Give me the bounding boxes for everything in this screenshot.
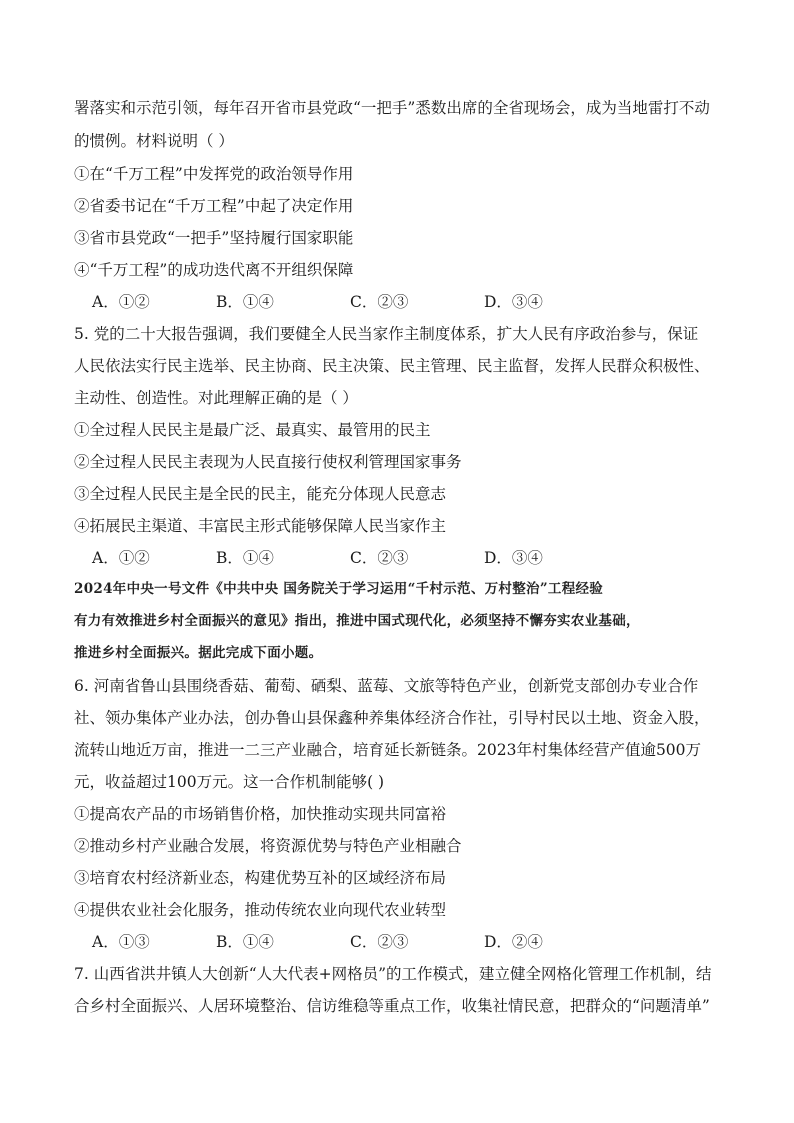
q7-stem-line-1: 7. 山西省洪井镇人大创新“人大代表+网格员”的工作模式，建立健全网格化管理工作机制，结 xyxy=(74,965,712,983)
material-line-1: 2024年中央一号文件《中共中央 国务院关于学习运用“千村示范、万村整治”工程经验 xyxy=(74,581,604,597)
q4-stem-line-2: 的惯例。材料说明（ ） xyxy=(74,132,234,150)
material-line-2: 有力有效推进乡村全面振兴的意见》指出，推进中国式现代化，必须坚持不懈夯实农业基础， xyxy=(74,613,640,629)
q6-statement-3: ③培育农村经济新业态，构建优势互补的区域经济布局 xyxy=(74,869,447,887)
q4-option-a[interactable]: A．①② xyxy=(92,293,150,311)
q6-option-a[interactable]: A．①③ xyxy=(92,933,150,951)
q6-option-b[interactable]: B．①④ xyxy=(216,933,274,951)
q5-stem-line-3: 主动性、创造性。对此理解正确的是（ ） xyxy=(74,389,358,407)
q5-option-c[interactable]: C．②③ xyxy=(350,549,409,567)
q4-statement-2: ②省委书记在“千万工程”中起了决定作用 xyxy=(74,197,354,215)
q5-stem-line-2: 人民依法实行民主选举、民主协商、民主决策、民主管理、民主监督，发挥人民群众积极性、 xyxy=(74,357,710,375)
q7-stem-line-2: 合乡村全面振兴、人居环境整治、信访维稳等重点工作，收集社情民意，把群众的“问题清单” xyxy=(74,997,710,1015)
q6-stem-line-3: 流转山地近万亩，推进一二三产业融合，培育延长新链条。2023年村集体经营产值逾500万 xyxy=(74,741,702,759)
q5-statement-3: ③全过程人民民主是全民的民主，能充分体现人民意志 xyxy=(74,485,447,503)
q6-statement-2: ②推动乡村产业融合发展，将资源优势与特色产业相融合 xyxy=(74,837,462,855)
q6-stem-line-4: 元，收益超过100万元。这一合作机制能够( ) xyxy=(74,773,385,791)
q5-statement-1: ①全过程人民民主是最广泛、最真实、最管用的民主 xyxy=(74,421,431,439)
q4-statement-3: ③省市县党政“一把手”坚持履行国家职能 xyxy=(74,229,354,247)
q4-statement-1: ①在“千万工程”中发挥党的政治领导作用 xyxy=(74,165,354,183)
q6-statement-1: ①提高农产品的市场销售价格，加快推动实现共同富裕 xyxy=(74,805,447,823)
q5-stem-line-1: 5. 党的二十大报告强调，我们要健全人民当家作主制度体系，扩大人民有序政治参与，保证 xyxy=(74,325,699,343)
q6-stem-line-1: 6. 河南省鲁山县围绕香菇、葡萄、硒梨、蓝莓、文旅等特色产业，创新党支部创办专业合作 xyxy=(74,677,699,695)
material-line-3: 推进乡村全面振兴。据此完成下面小题。 xyxy=(74,645,323,661)
q6-stem-line-2: 社、领办集体产业办法，创办鲁山县保鑫种养集体经济合作社，引导村民以土地、资金入股， xyxy=(74,709,710,727)
q5-statement-2: ②全过程人民民主表现为人民直接行使权利管理国家事务 xyxy=(74,453,462,471)
q5-option-b[interactable]: B．①④ xyxy=(216,549,274,567)
q5-statement-4: ④拓展民主渠道、丰富民主形式能够保障人民当家作主 xyxy=(74,517,447,535)
q4-stem-line-1: 署落实和示范引领，每年召开省市县党政“一把手”悉数出席的全省现场会，成为当地雷打不动 xyxy=(74,99,710,117)
q4-option-b[interactable]: B．①④ xyxy=(216,293,274,311)
q4-statement-4: ④“千万工程”的成功迭代离不开组织保障 xyxy=(74,261,354,279)
q5-option-a[interactable]: A．①② xyxy=(92,549,150,567)
q4-option-d[interactable]: D．③④ xyxy=(484,293,543,311)
q6-option-d[interactable]: D．②④ xyxy=(484,933,543,951)
q5-option-d[interactable]: D．③④ xyxy=(484,549,543,567)
q4-option-c[interactable]: C．②③ xyxy=(350,293,409,311)
q6-statement-4: ④提供农业社会化服务，推动传统农业向现代农业转型 xyxy=(74,901,447,919)
q6-option-c[interactable]: C．②③ xyxy=(350,933,409,951)
